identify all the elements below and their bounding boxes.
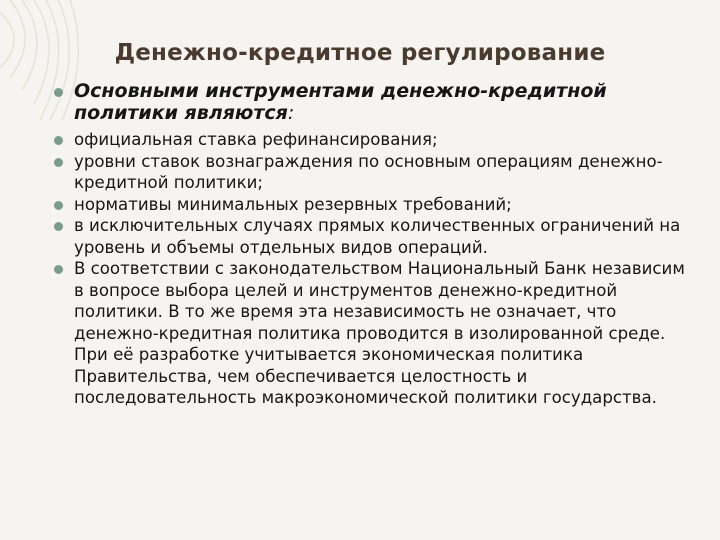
- list-item: [48, 129, 698, 151]
- lead-text: Основными инструментами денежно-кредитной политики являются: [74, 80, 607, 124]
- list-item-text: нормативы минимальных резервных требований;: [74, 194, 512, 214]
- list-item-text: уровни ставок вознаграждения по основным операциям денежно-кредитной политики;: [74, 151, 663, 192]
- slide-title: Денежно-кредитное регулирование: [114, 40, 606, 66]
- list-item-text: официальная ставка рефинансирования;: [74, 130, 438, 149]
- bullet-dot-icon: [54, 136, 63, 145]
- list-item: [48, 194, 698, 216]
- bullet-dot-icon: [54, 265, 63, 274]
- list-item-text: В соответствии с законодательством Национальный Банк независим в вопросе выбора целей и инструментов денежно-кредитной политики. В то же время эта независимость не означает, что денежно-кредитная политика проводится в изолированной среде. При её разработке учитывается экономическая политика Правительства, чем обеспечивается целостность и последовательность макроэкономической политики государства.: [74, 259, 685, 407]
- list-item-text: в исключительных случаях прямых количественных ограничений на уровень и объемы отдельных видов операций.: [74, 216, 681, 257]
- bullet-dot-icon: [54, 88, 63, 97]
- list-item: [48, 215, 698, 258]
- bullet-dot-icon: [54, 158, 63, 167]
- bullet-list: [48, 80, 698, 409]
- bullet-dot-icon: [54, 201, 63, 210]
- list-item: [48, 151, 698, 194]
- lead-bullet: [48, 80, 698, 124]
- list-item: [48, 258, 698, 409]
- lead-suffix: :: [287, 102, 295, 124]
- bullet-dot-icon: [54, 222, 63, 231]
